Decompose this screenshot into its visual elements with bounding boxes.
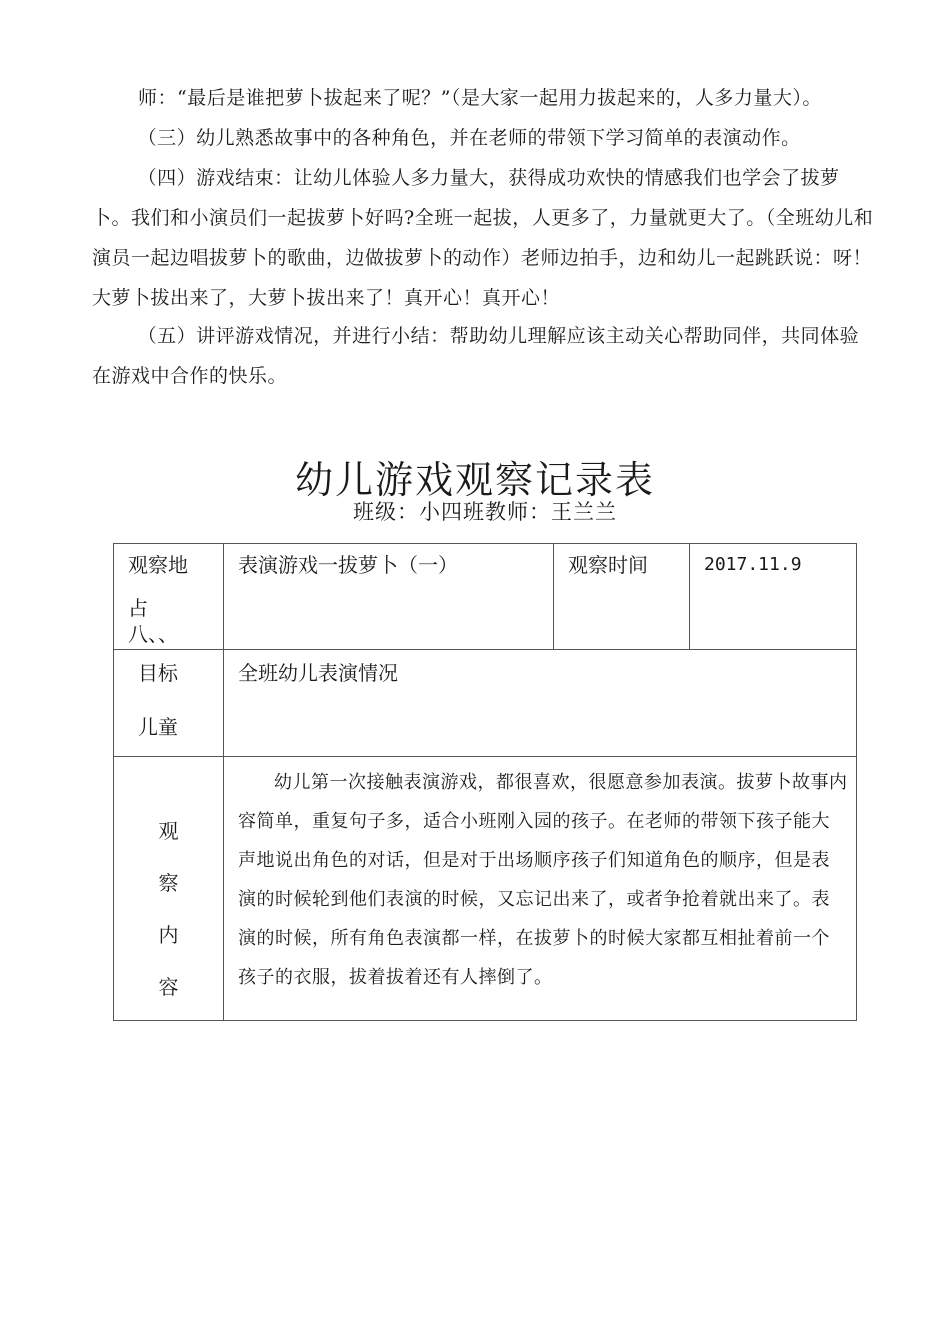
row-content <box>114 757 857 1021</box>
row-place-time <box>114 544 857 650</box>
cell-place-label <box>114 544 224 650</box>
place-label-line1: 观察地 <box>128 553 188 577</box>
place-label-line2: 占 <box>128 596 148 620</box>
paragraph-step-four: （四）游戏结束：让幼儿体验人多力量大，获得成功欢快的情感我们也学会了拔萝卜。我们和小演员们一起拔萝卜好吗?全班一起拔，人更多了，力量就更大了。（全班幼儿和演员一起边唱拔萝卜的歌曲，边做拔萝卜的动作）老师边拍手，边和幼儿一起跳跃说：呀！大萝卜拔出来了，大萝卜拔出来了！真开心！真开心！ <box>92 167 874 309</box>
paragraph-step-five: （五）讲评游戏情况，并进行小结：帮助幼儿理解应该主动关心帮助同伴，共同体验在游戏中合作的快乐。 <box>92 325 860 387</box>
paragraph-step-three: （三）幼儿熟悉故事中的各种角色，并在老师的带领下学习简单的表演动作。 <box>137 127 801 149</box>
cell-content-label <box>114 757 224 1021</box>
row-target <box>114 650 857 757</box>
observation-table <box>113 543 857 1021</box>
place-value: 表演游戏一拔萝卜（一） <box>238 553 458 577</box>
class-teacher-line: 班级：小四班教师：王兰兰 <box>353 500 617 524</box>
target-value: 全班幼儿表演情况 <box>238 661 398 685</box>
cell-place-value <box>224 544 554 650</box>
cell-content-text <box>224 757 857 1021</box>
content-label-char: 察 <box>158 871 179 895</box>
cell-target-label <box>114 650 224 757</box>
paragraph-dialogue: 师：“最后是谁把萝卜拔起来了呢？”（是大家一起用力拔起来的，人多力量大）。 <box>138 87 822 109</box>
target-label-line2: 儿童 <box>138 715 178 739</box>
target-label-line1: 目标 <box>138 661 178 685</box>
time-value: 2017.11.9 <box>704 554 802 575</box>
content-label-char: 观 <box>158 819 179 843</box>
cell-time-value <box>690 544 857 650</box>
page-title: 幼儿游戏观察记录表 <box>294 458 655 503</box>
content-label-char: 容 <box>158 975 179 999</box>
content-label-char: 内 <box>158 923 179 947</box>
time-label: 观察时间 <box>568 553 648 577</box>
cell-time-label <box>554 544 690 650</box>
cell-target-value <box>224 650 857 757</box>
place-label-line3: 八、、 <box>128 622 178 646</box>
observation-content: 幼儿第一次接触表演游戏，都很喜欢，很愿意参加表演。拔萝卜故事内容简单，重复句子多，适合小班刚入园的孩子。在老师的带领下孩子能大声地说出角色的对话，但是对于出场顺序孩子们知道角色的顺序，但是表演的时候轮到他们表演的时候，又忘记出来了，或者争抢着就出来了。表演的时候，所有角色表演都一样，在拔萝卜的时候大家都互相扯着前一个孩子的衣服，拔着拔着还有人摔倒了。 <box>238 772 848 988</box>
